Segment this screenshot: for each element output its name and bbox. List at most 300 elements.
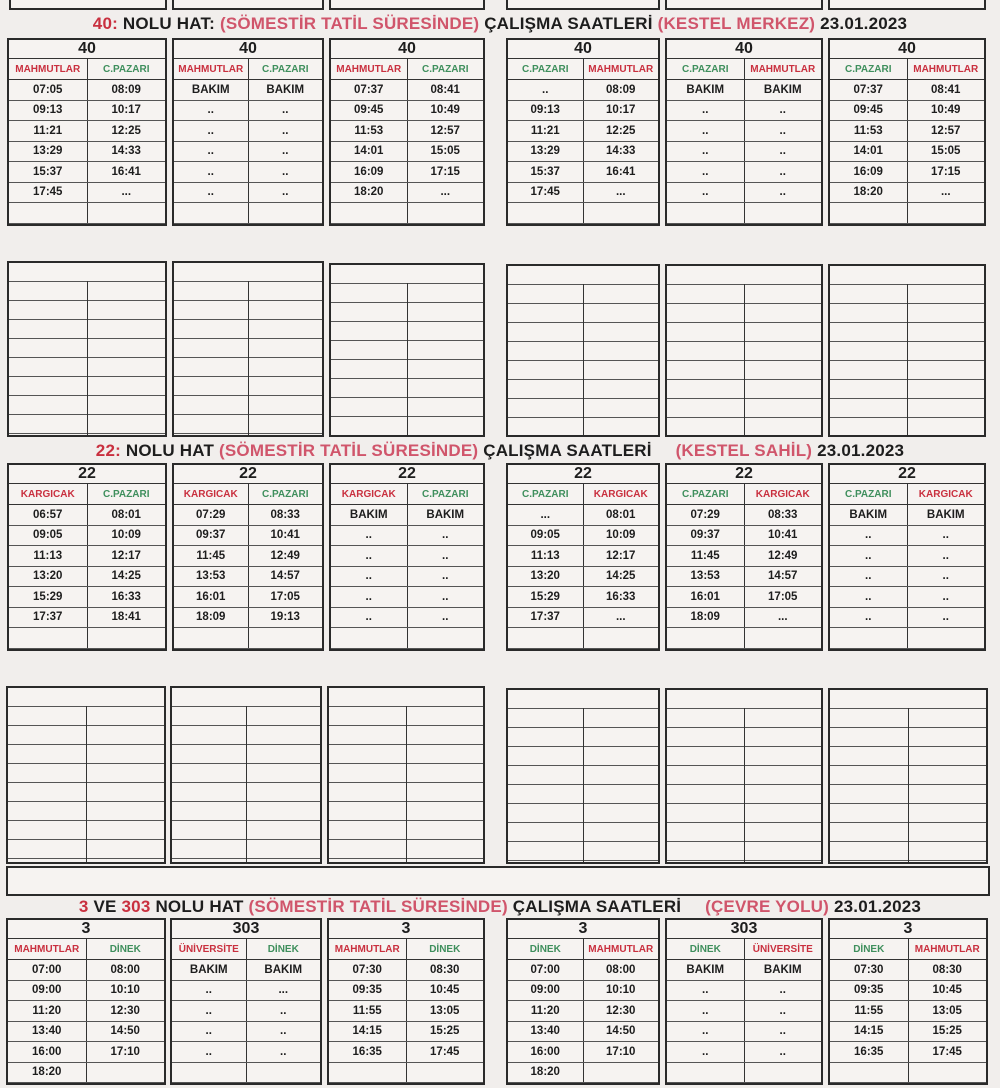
stop-header: DİNEK [830, 939, 909, 959]
column-headers [830, 939, 986, 960]
time-cell: 13:20 [9, 567, 88, 587]
table-row [667, 80, 821, 101]
time-cell [331, 628, 408, 648]
time-cell: 10:45 [932, 984, 962, 997]
stop-header: C.PAZARI [262, 488, 309, 500]
table-row [9, 546, 165, 567]
time-cell: 16:33 [606, 590, 636, 603]
time-cell: 17:10 [110, 1045, 140, 1058]
time-cell: 08:09 [111, 83, 141, 96]
time-cell [667, 203, 745, 223]
table-row [174, 183, 322, 204]
time-cell: .. [442, 570, 449, 583]
time-cell [331, 203, 408, 223]
time-cell [329, 1063, 407, 1083]
table-row [174, 628, 322, 649]
time-cell [247, 1063, 321, 1083]
table-row [830, 587, 984, 608]
table-edge [828, 0, 986, 10]
time-cell: .. [830, 608, 908, 628]
table-row [508, 505, 658, 526]
time-cell: .. [830, 567, 908, 587]
time-cell [745, 628, 822, 648]
stop-header: C.PAZARI [103, 488, 150, 500]
table-row [174, 142, 322, 163]
time-cell: 14:33 [606, 145, 636, 158]
time-cell: 11:13 [9, 546, 88, 566]
table-row [830, 1042, 986, 1063]
stop-header: MAHMUTLAR [331, 59, 408, 79]
table-row [174, 587, 322, 608]
column-headers [174, 59, 322, 80]
time-cell: 14:57 [270, 570, 300, 583]
time-cell: 13:40 [508, 1022, 584, 1042]
table-row [667, 1042, 821, 1063]
column-headers [9, 59, 165, 80]
time-cell: .. [172, 1022, 247, 1042]
time-cell: .. [331, 526, 408, 546]
table-row [174, 121, 322, 142]
time-cell: 13:53 [667, 567, 745, 587]
time-cell: 07:29 [174, 505, 249, 525]
stop-header: ÜNİVERSİTE [172, 939, 247, 959]
time-cell: .. [667, 1001, 745, 1021]
stop-header: C.PAZARI [830, 59, 908, 79]
table-row [508, 121, 658, 142]
table-row [329, 1022, 483, 1043]
stop-header: DİNEK [667, 939, 745, 959]
time-cell: 15:37 [508, 162, 584, 182]
time-cell: .. [172, 981, 247, 1001]
time-cell: 14:50 [110, 1025, 140, 1038]
table-row [667, 121, 821, 142]
time-cell: 08:30 [932, 963, 962, 976]
stop-header: MAHMUTLAR [174, 59, 249, 79]
route-number: 3 [508, 920, 658, 939]
table-row [331, 546, 483, 567]
time-cell: 18:09 [174, 608, 249, 628]
time-cell [508, 203, 584, 223]
time-cell: ... [615, 611, 626, 624]
time-cell: 07:29 [667, 505, 745, 525]
stop-header: MAHMUTLAR [8, 939, 87, 959]
stop-header: MAHMUTLAR [750, 63, 816, 75]
time-cell: .. [942, 549, 949, 562]
time-cell: 15:25 [430, 1025, 460, 1038]
time-cell: .. [667, 101, 745, 121]
table-row [9, 142, 165, 163]
time-cell: 18:20 [8, 1063, 87, 1083]
table-row [830, 981, 986, 1002]
table-row [830, 628, 984, 649]
stop-header: MAHMUTLAR [914, 943, 980, 955]
time-cell [584, 203, 659, 223]
time-cell: .. [779, 104, 786, 117]
time-cell: 12:25 [111, 124, 141, 137]
time-cell [667, 628, 745, 648]
table-row [9, 162, 165, 183]
stop-header: C.PAZARI [830, 484, 908, 504]
table-row [508, 80, 658, 101]
table-row [331, 142, 483, 163]
time-cell: 10:41 [768, 529, 798, 542]
stop-header: MAHMUTLAR [588, 63, 654, 75]
table-row [830, 80, 984, 101]
blank-grid [506, 264, 660, 437]
time-cell: 14:25 [111, 570, 141, 583]
table-row [9, 526, 165, 547]
time-cell: 08:30 [430, 963, 460, 976]
time-cell: 08:01 [111, 508, 141, 521]
blank-grid [172, 261, 324, 437]
time-cell: BAKIM [174, 80, 249, 100]
time-cell: 17:05 [768, 590, 798, 603]
time-cell: 13:05 [430, 1004, 460, 1017]
time-cell: 08:41 [430, 83, 460, 96]
blank-grid [327, 686, 485, 864]
table-row [508, 1042, 658, 1063]
table-row [508, 628, 658, 649]
table-row [508, 203, 658, 224]
table-row [8, 981, 164, 1002]
time-cell: 06:57 [9, 505, 88, 525]
time-cell: .. [331, 587, 408, 607]
time-cell: .. [942, 529, 949, 542]
table-row [508, 101, 658, 122]
time-cell: 11:53 [331, 121, 408, 141]
time-cell: .. [331, 608, 408, 628]
time-cell [249, 628, 323, 648]
time-cell: 11:45 [667, 546, 745, 566]
time-cell: 13:29 [9, 142, 88, 162]
column-headers [8, 939, 164, 960]
table-row [9, 203, 165, 224]
time-cell: .. [779, 124, 786, 137]
time-cell: 14:15 [830, 1022, 909, 1042]
time-cell: .. [779, 1004, 786, 1017]
schedule-table [6, 918, 166, 1085]
time-cell [172, 1063, 247, 1083]
table-row [331, 526, 483, 547]
time-cell: .. [331, 567, 408, 587]
schedule-table [665, 463, 823, 651]
table-row [329, 1042, 483, 1063]
time-cell: .. [280, 1025, 287, 1038]
schedule-table [7, 463, 167, 651]
table-edge [9, 0, 167, 10]
time-cell: 07:37 [830, 80, 908, 100]
column-headers [508, 59, 658, 80]
time-cell: BAKIM [266, 83, 305, 96]
stop-header: C.PAZARI [422, 63, 469, 75]
time-cell [909, 1063, 987, 1083]
table-row [331, 183, 483, 204]
time-cell: .. [830, 587, 908, 607]
stop-header: MAHMUTLAR [913, 63, 979, 75]
time-cell: 11:55 [830, 1001, 909, 1021]
time-cell: 07:30 [830, 960, 909, 980]
time-cell: .. [779, 186, 786, 199]
time-cell [830, 203, 908, 223]
time-cell: .. [282, 104, 289, 117]
time-cell: 12:57 [430, 124, 460, 137]
blank-grid [329, 263, 485, 437]
time-cell: 14:15 [329, 1022, 407, 1042]
table-row [667, 505, 821, 526]
time-cell [174, 203, 249, 223]
table-row [667, 526, 821, 547]
column-headers [331, 484, 483, 505]
time-cell [9, 203, 88, 223]
time-cell: 08:00 [110, 963, 140, 976]
time-cell: 07:30 [329, 960, 407, 980]
table-row [667, 1063, 821, 1084]
route-number: 3 [830, 920, 986, 939]
time-cell [830, 628, 908, 648]
blank-grid [665, 264, 823, 437]
time-cell: 14:01 [331, 142, 408, 162]
stop-header: KARGICAK [331, 484, 408, 504]
stop-header: MAHMUTLAR [9, 59, 88, 79]
table-row [508, 183, 658, 204]
time-cell: .. [174, 121, 249, 141]
route-number: 40 [331, 40, 483, 59]
time-cell: 09:00 [8, 981, 87, 1001]
time-cell: 18:09 [667, 608, 745, 628]
column-headers [830, 59, 984, 80]
time-cell: 11:21 [9, 121, 88, 141]
time-cell: ... [121, 186, 132, 199]
table-row [174, 546, 322, 567]
column-headers [329, 939, 483, 960]
time-cell: 07:00 [8, 960, 87, 980]
schedule-table [506, 463, 660, 651]
table-row [667, 142, 821, 163]
blank-grid [506, 688, 660, 864]
table-row [667, 101, 821, 122]
time-cell: .. [174, 101, 249, 121]
time-cell: ... [440, 186, 451, 199]
time-cell: 12:57 [931, 124, 961, 137]
time-cell: ... [508, 505, 584, 525]
table-row [331, 203, 483, 224]
table-row [830, 1001, 986, 1022]
table-row [667, 1022, 821, 1043]
time-cell: 17:45 [9, 183, 88, 203]
table-row [329, 1063, 483, 1084]
time-cell: 17:45 [508, 183, 584, 203]
time-cell: .. [442, 529, 449, 542]
time-cell: 17:15 [931, 165, 961, 178]
table-row [331, 567, 483, 588]
table-row [174, 162, 322, 183]
time-cell: .. [779, 984, 786, 997]
time-cell: .. [830, 526, 908, 546]
time-cell: 12:25 [606, 124, 636, 137]
time-cell: 10:17 [606, 104, 636, 117]
time-cell: 12:49 [270, 549, 300, 562]
table-row [830, 101, 984, 122]
time-cell: .. [667, 1042, 745, 1062]
stop-header: C.PAZARI [508, 484, 584, 504]
time-cell [667, 1063, 745, 1083]
route-number: 40 [667, 40, 821, 59]
section-title-22: 22: NOLU HAT (SÖMESTİR TATİL SÜRESİNDE) ÇALIŞMA SAATLERİ (KESTEL SAHİL) 23.01.2023 [95, 441, 905, 460]
time-cell: .. [667, 981, 745, 1001]
table-row [174, 203, 322, 224]
time-cell: 11:53 [830, 121, 908, 141]
time-cell: 17:45 [932, 1045, 962, 1058]
schedule-table [828, 38, 986, 226]
table-row [329, 981, 483, 1002]
time-cell: .. [442, 590, 449, 603]
time-cell: 10:09 [111, 529, 141, 542]
time-cell [88, 203, 166, 223]
time-cell: 17:10 [606, 1045, 636, 1058]
table-row [9, 183, 165, 204]
time-cell [87, 1063, 165, 1083]
stop-header: C.PAZARI [667, 59, 745, 79]
column-headers [667, 59, 821, 80]
time-cell: 16:01 [174, 587, 249, 607]
time-cell: 16:09 [331, 162, 408, 182]
table-row [830, 526, 984, 547]
time-cell: 15:29 [9, 587, 88, 607]
time-cell: 13:20 [508, 567, 584, 587]
route-number: 303 [172, 920, 320, 939]
time-cell: 07:00 [508, 960, 584, 980]
time-cell: BAKIM [426, 508, 465, 521]
table-row [830, 1063, 986, 1084]
time-cell: 14:33 [111, 145, 141, 158]
time-cell: 12:30 [110, 1004, 140, 1017]
column-headers [331, 59, 483, 80]
time-cell: BAKIM [172, 960, 247, 980]
time-cell: .. [667, 142, 745, 162]
table-row [9, 505, 165, 526]
table-row [830, 608, 984, 629]
table-row [8, 1042, 164, 1063]
column-headers [667, 484, 821, 505]
time-cell: 15:29 [508, 587, 584, 607]
column-headers [9, 484, 165, 505]
time-cell [584, 628, 659, 648]
route-number: 22 [667, 465, 821, 484]
table-row [508, 526, 658, 547]
time-cell: 11:20 [508, 1001, 584, 1021]
table-row [508, 981, 658, 1002]
section-title-3-303: 3 VE 303 NOLU HAT (SÖMESTİR TATİL SÜRESİNDE) ÇALIŞMA SAATLERİ (ÇEVRE YOLU) 23.01.2023 [78, 897, 922, 916]
table-row [174, 567, 322, 588]
time-cell: .. [174, 142, 249, 162]
table-row [508, 546, 658, 567]
stop-header: MAHMUTLAR [329, 939, 407, 959]
time-cell: .. [942, 590, 949, 603]
time-cell [508, 628, 584, 648]
time-cell: 08:41 [931, 83, 961, 96]
time-cell: 15:37 [9, 162, 88, 182]
table-row [172, 1042, 320, 1063]
time-cell: .. [779, 1025, 786, 1038]
table-row [830, 546, 984, 567]
table-row [331, 628, 483, 649]
time-cell: 16:41 [606, 165, 636, 178]
table-row [9, 628, 165, 649]
time-cell: 12:30 [606, 1004, 636, 1017]
time-cell: .. [331, 546, 408, 566]
stop-header: C.PAZARI [262, 63, 309, 75]
time-cell: .. [280, 1045, 287, 1058]
table-row [830, 960, 986, 981]
table-row [9, 567, 165, 588]
stop-header: KARGICAK [174, 484, 249, 504]
time-cell: BAKIM [763, 83, 802, 96]
time-cell: 10:17 [111, 104, 141, 117]
time-cell: 09:37 [667, 526, 745, 546]
time-cell [908, 203, 985, 223]
time-cell: 10:49 [931, 104, 961, 117]
time-cell: 09:13 [508, 101, 584, 121]
table-row [830, 203, 984, 224]
schedule-table [828, 463, 986, 651]
time-cell: 13:29 [508, 142, 584, 162]
time-cell: .. [282, 124, 289, 137]
table-row [667, 981, 821, 1002]
table-row [172, 981, 320, 1002]
route-number: 303 [667, 920, 821, 939]
table-row [830, 505, 984, 526]
route-number: 22 [331, 465, 483, 484]
schedule-table [665, 38, 823, 226]
route-number: 40 [830, 40, 984, 59]
time-cell: 15:25 [932, 1025, 962, 1038]
time-cell: 09:05 [508, 526, 584, 546]
table-row [331, 162, 483, 183]
time-cell: BAKIM [667, 80, 745, 100]
route-number: 22 [174, 465, 322, 484]
time-cell: .. [667, 183, 745, 203]
time-cell: .. [667, 162, 745, 182]
table-row [830, 121, 984, 142]
time-cell: 14:50 [606, 1025, 636, 1038]
table-row [174, 505, 322, 526]
table-row [172, 1063, 320, 1084]
table-row [172, 1001, 320, 1022]
time-cell: 19:13 [270, 611, 300, 624]
time-cell: 09:35 [830, 981, 909, 1001]
schedule-table [828, 918, 988, 1085]
time-cell: 10:09 [606, 529, 636, 542]
time-cell: ... [940, 186, 951, 199]
time-cell: .. [174, 183, 249, 203]
schedule-table [506, 38, 660, 226]
stop-header: KARGICAK [9, 484, 88, 504]
time-cell: 11:21 [508, 121, 584, 141]
time-cell: .. [282, 145, 289, 158]
blank-grid [828, 264, 986, 437]
time-cell: 11:13 [508, 546, 584, 566]
blank-grid [665, 688, 823, 864]
time-cell: BAKIM [926, 508, 965, 521]
time-cell: 16:35 [329, 1042, 407, 1062]
stop-header: C.PAZARI [667, 484, 745, 504]
time-cell: 08:33 [270, 508, 300, 521]
time-cell: BAKIM [667, 960, 745, 980]
table-row [508, 142, 658, 163]
table-row [667, 1001, 821, 1022]
time-cell: 12:49 [768, 549, 798, 562]
column-headers [508, 939, 658, 960]
